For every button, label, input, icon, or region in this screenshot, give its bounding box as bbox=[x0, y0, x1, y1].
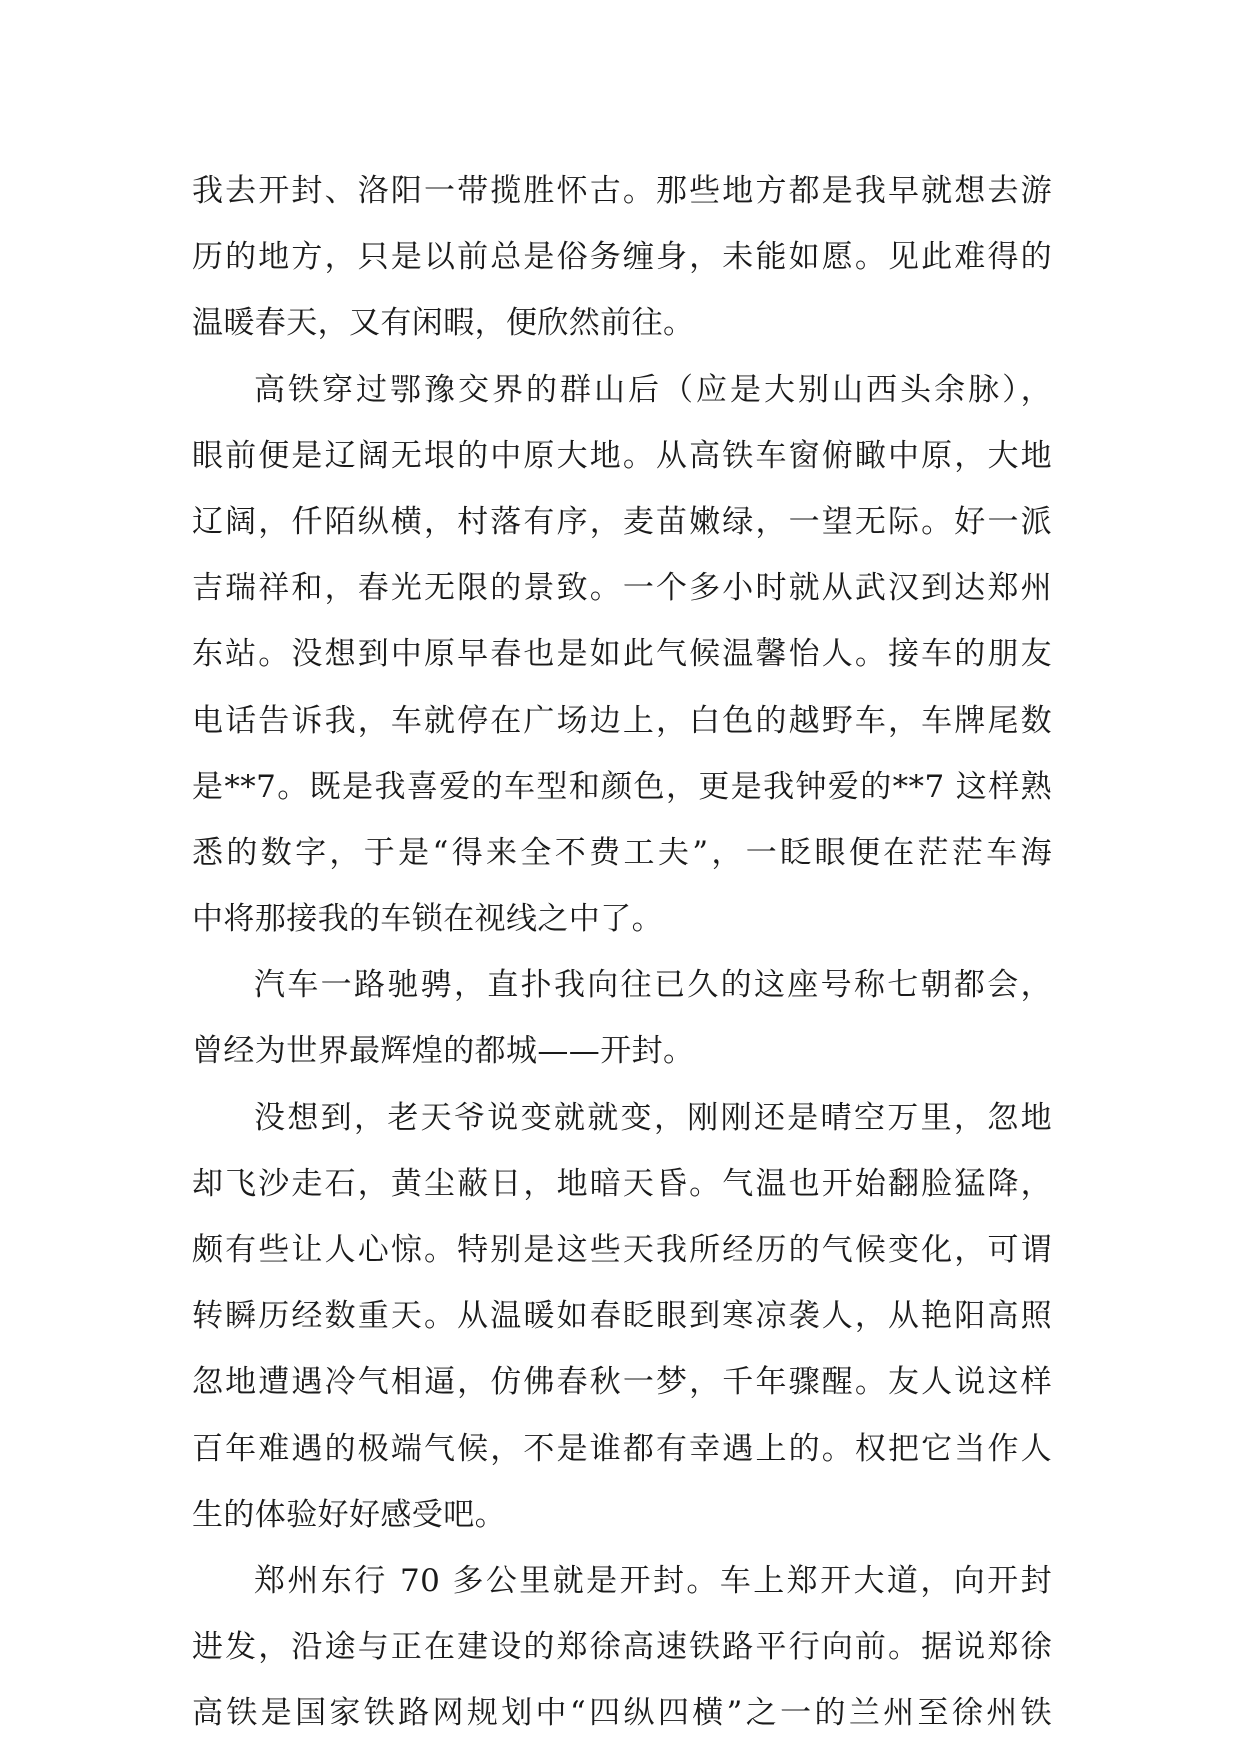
text-line: 高铁穿过鄂豫交界的群山后（应是大别山西头余脉）， bbox=[254, 371, 1052, 408]
text-line: 东站。没想到中原早春也是如此气候温馨怡人。接车的朋友 bbox=[192, 636, 1052, 673]
paragraph bbox=[192, 1085, 1052, 1548]
text-line: 生的体验好好感受吧。 bbox=[192, 1496, 506, 1533]
text-line: 颇有些让人心惊。特别是这些天我所经历的气候变化，可谓 bbox=[192, 1232, 1052, 1268]
text-line: 是**7。既是我喜爱的车型和颜色，更是我钟爱的**7 这样熟 bbox=[192, 768, 1052, 805]
text-line: 没想到，老天爷说变就就变，刚刚还是晴空万里，忽地 bbox=[254, 1099, 1052, 1136]
text-line: 曾经为世界最辉煌的都城——开封。 bbox=[192, 1033, 695, 1070]
text-line: 历的地方，只是以前总是俗务缠身，未能如愿。见此难得的 bbox=[192, 239, 1052, 276]
text-line: 吉瑞祥和，春光无限的景致。一个多小时就从武汉到达郑州 bbox=[192, 570, 1052, 607]
text-line: 眼前便是辽阔无垠的中原大地。从高铁车窗俯瞰中原，大地 bbox=[192, 437, 1052, 474]
text-line: 转瞬历经数重天。从温暖如春眨眼到寒凉袭人，从艳阳高照 bbox=[192, 1298, 1052, 1335]
text-line: 汽车一路驰骋，直扑我向往已久的这座号称七朝都会， bbox=[254, 967, 1052, 1004]
text-line: 辽阔，仟陌纵横，村落有序，麦苗嫩绿，一望无际。好一派 bbox=[192, 503, 1052, 540]
text-line: 温暖春天，又有闲暇，便欣然前往。 bbox=[192, 305, 695, 342]
document-body bbox=[192, 158, 1052, 1747]
paragraph bbox=[192, 158, 1052, 357]
text-line: 高铁是国家铁路网规划中“四纵四横”之一的兰州至徐州铁 bbox=[192, 1695, 1052, 1732]
text-line: 我去开封、洛阳一带揽胜怀古。那些地方都是我早就想去游 bbox=[192, 173, 1052, 209]
text-line: 忽地遭遇冷气相逼，仿佛春秋一梦，千年骤醒。友人说这样 bbox=[192, 1364, 1052, 1401]
text-line: 百年难遇的极端气候，不是谁都有幸遇上的。权把它当作人 bbox=[192, 1430, 1052, 1467]
text-line: 进发，沿途与正在建设的郑徐高速铁路平行向前。据说郑徐 bbox=[192, 1629, 1052, 1666]
paragraph bbox=[192, 357, 1052, 953]
text-line: 电话告诉我，车就停在广场边上，白色的越野车，车牌尾数 bbox=[192, 702, 1052, 739]
text-line: 却飞沙走石，黄尘蔽日，地暗天昏。气温也开始翻脸猛降， bbox=[192, 1165, 1052, 1202]
paragraph bbox=[192, 952, 1052, 1084]
text-line: 郑州东行 70 多公里就是开封。车上郑开大道，向开封 bbox=[254, 1562, 1052, 1599]
paragraph bbox=[192, 1548, 1052, 1747]
text-line: 悉的数字，于是“得来全不费工夫”，一眨眼便在茫茫车海 bbox=[192, 834, 1052, 871]
text-line: 中将那接我的车锁在视线之中了。 bbox=[192, 901, 663, 938]
